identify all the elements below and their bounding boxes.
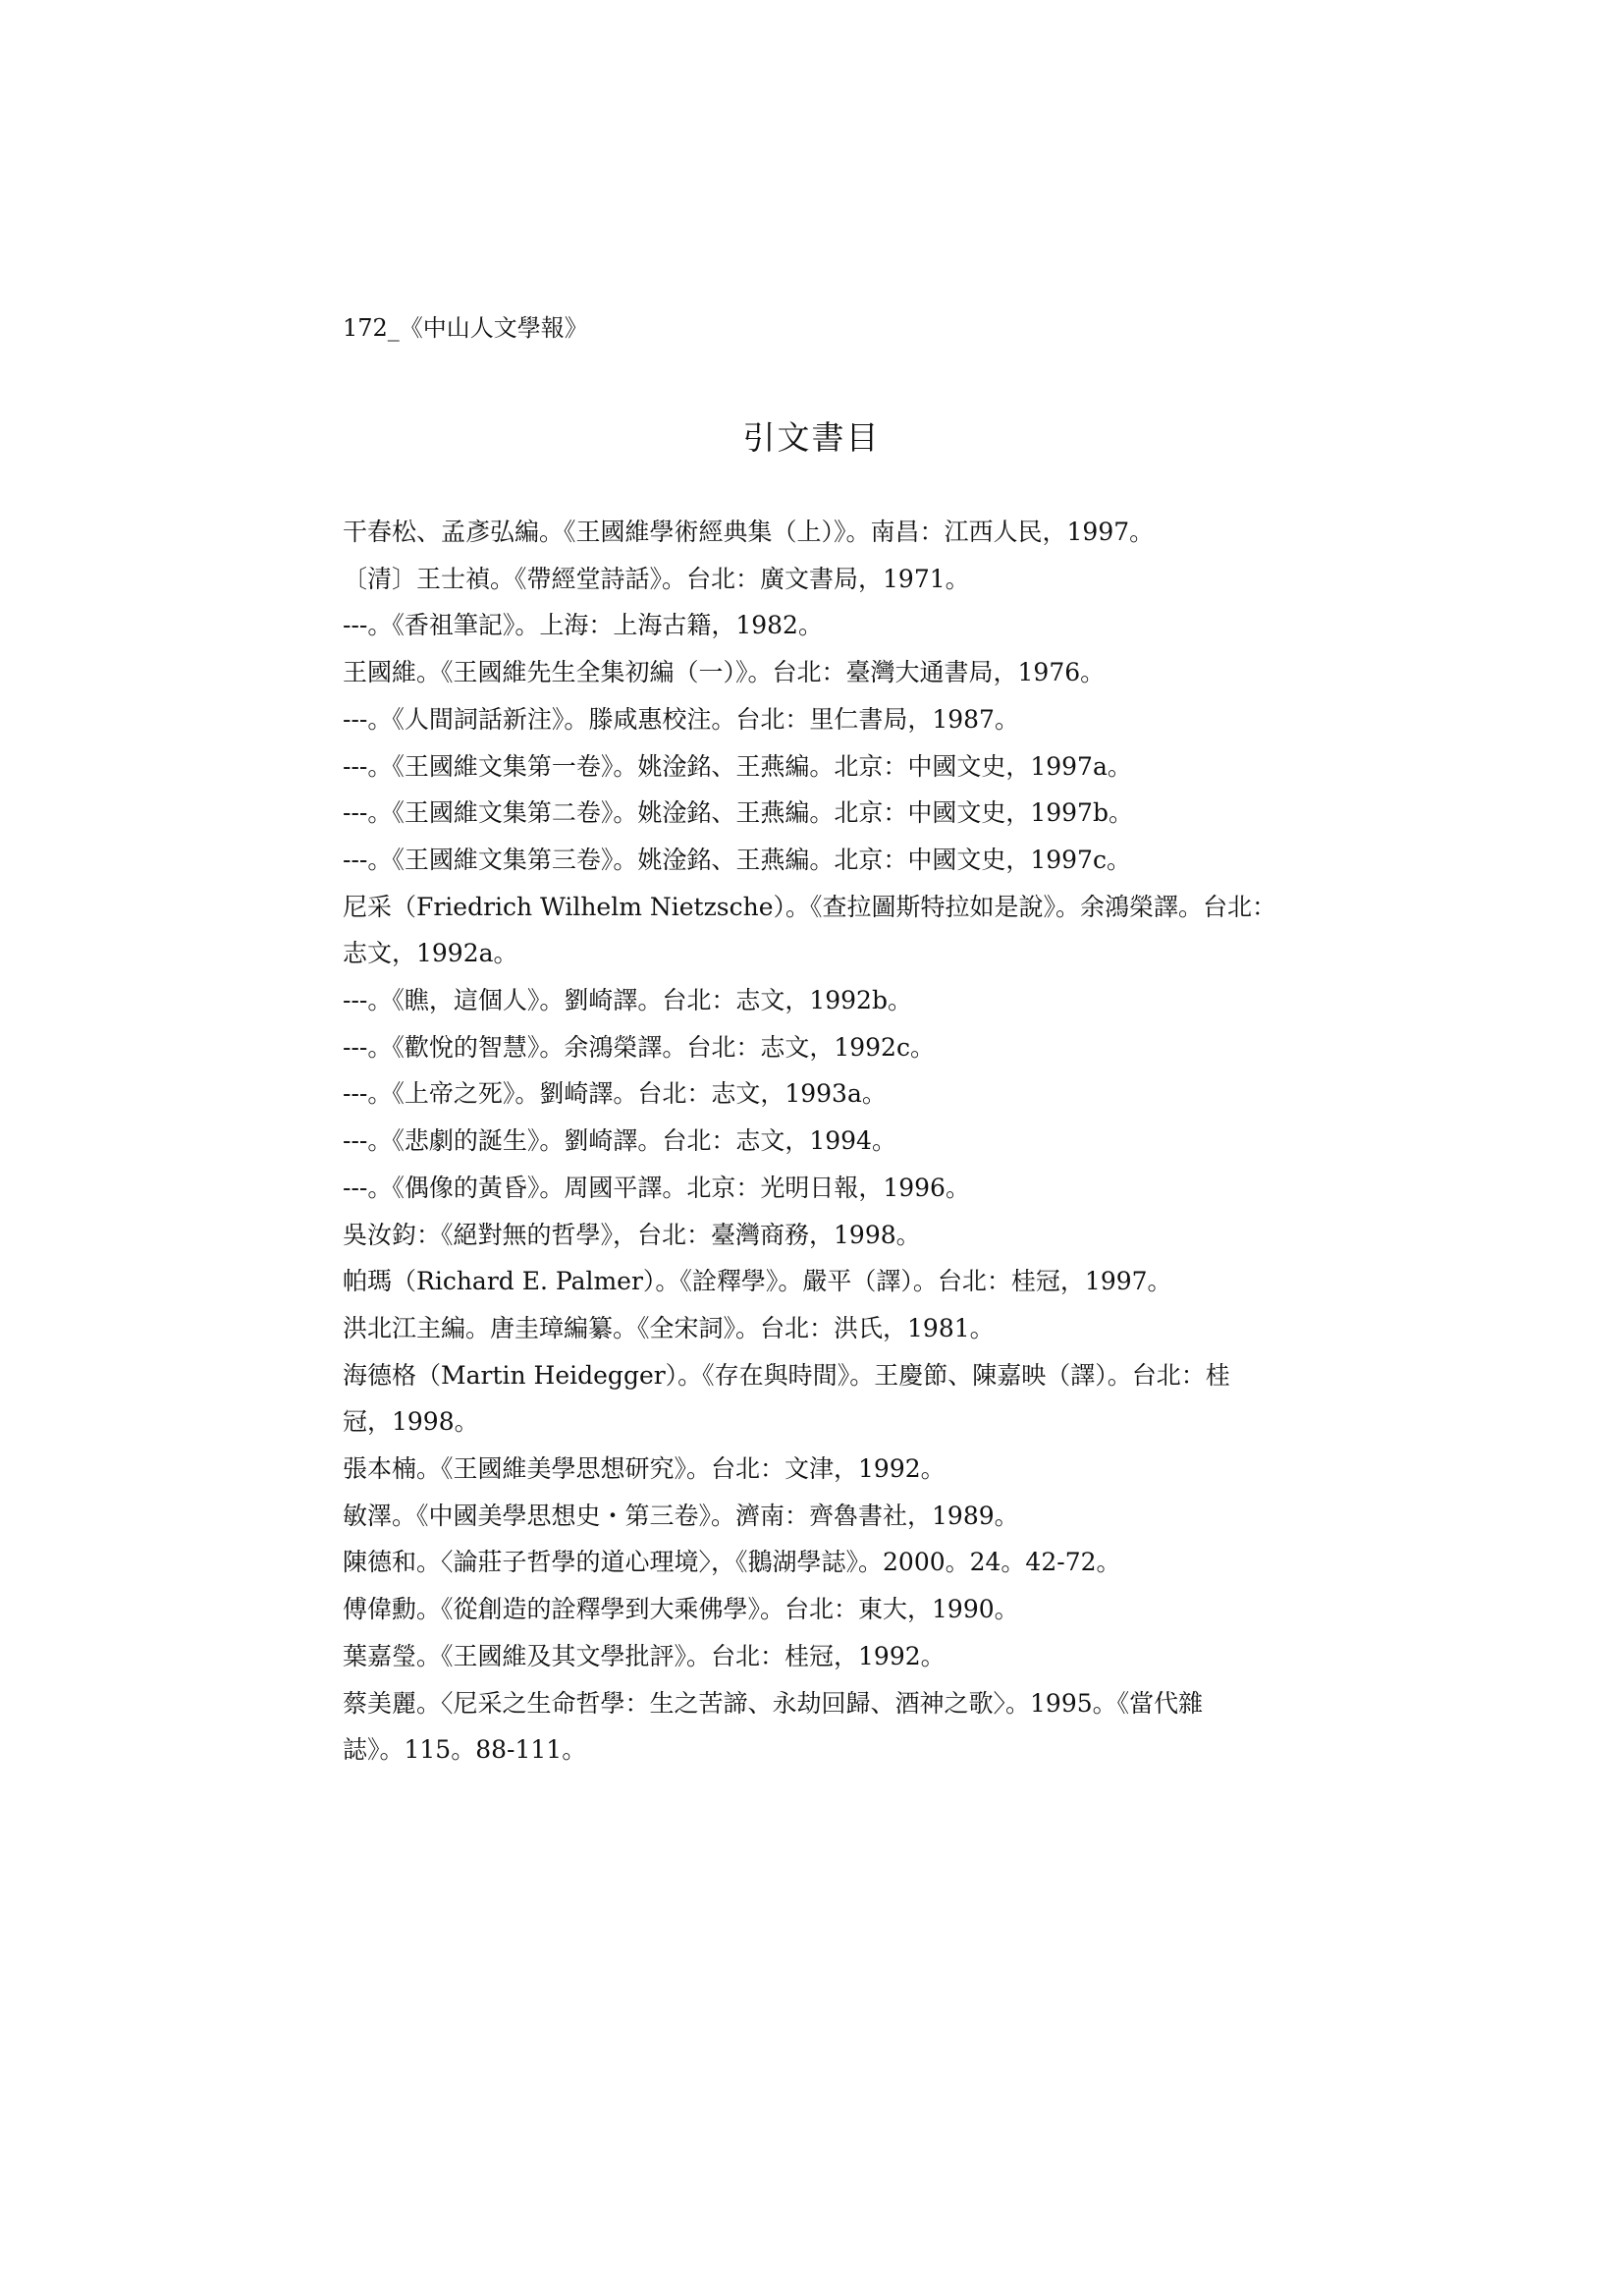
bibliography-entry [343,556,1305,603]
bibliography-entry-continuation: 志文，1992a。 [343,939,518,968]
bibliography-entry-text: 帕瑪（Richard E. Palmer）。《詮釋學》。嚴平（譯）。台北：桂冠，1997。 [343,1267,1172,1296]
bibliography-entry-text: ---。《上帝之死》。劉崎譯。台北：志文，1993a。 [343,1079,887,1109]
bibliography-entry [343,1352,1305,1446]
bibliography-entry-text: 張本楠。《王國維美學思想研究》。台北：文津，1992。 [343,1454,946,1484]
bibliography-entry [343,743,1305,791]
bibliography-entry-text: 洪北江主編。唐圭璋編纂。《全宋詞》。台北：洪氏，1981。 [343,1313,995,1342]
bibliography-entry-text: 傅偉勳。《從創造的詮釋學到大乘佛學》。台北：東大，1990。 [343,1595,1019,1624]
bibliography-entry [343,1118,1305,1165]
bibliography-entry-text: ---。《偶像的黃昏》。周國平譯。北京：光明日報，1996。 [343,1173,970,1202]
bibliography-entry-text: 吳汝鈞：《絕對無的哲學》，台北：臺灣商務，1998。 [343,1220,921,1249]
section-title: 引文書目 [742,418,881,457]
bibliography-entry [343,1633,1305,1680]
bibliography-entry [343,837,1305,884]
bibliography-entry-text: ---。《悲劇的誕生》。劉崎譯。台北：志文，1994。 [343,1126,896,1156]
bibliography-entry [343,1493,1305,1540]
bibliography-entry-text: 蔡美麗。〈尼采之生命哲學：生之苦諦、永劫回歸、酒神之歌〉。1995。《當代雜 [343,1688,1204,1718]
bibliography-entry-text: 敏澤。《中國美學思想史・第三卷》。濟南：齊魯書社，1989。 [343,1501,1019,1530]
bibliography-list [343,509,1305,1774]
bibliography-entry-text: ---。《歡悅的智慧》。余鴻榮譯。台北：志文，1992c。 [343,1032,935,1062]
bibliography-entry [343,1258,1305,1305]
bibliography-entry-text: ---。《瞧，這個人》。劉崎譯。台北：志文，1992b。 [343,986,912,1015]
bibliography-entry [343,1070,1305,1118]
bibliography-entry [343,884,1305,977]
bibliography-entry-text: 尼采（Friedrich Wilhelm Nietzsche）。《查拉圖斯特拉如是說》。余鴻榮譯。台北： [343,892,1276,921]
bibliography-entry-text: 〔清〕王士禎。《帶經堂詩話》。台北：廣文書局，1971。 [343,564,970,593]
bibliography-entry-continuation: 誌》。115。88-111。 [343,1735,587,1765]
bibliography-entry-text: ---。《王國維文集第一卷》。姚淦銘、王燕編。北京：中國文史，1997a。 [343,751,1132,781]
bibliography-entry-text: ---。《香祖筆記》。上海：上海古籍，1982。 [343,611,823,640]
bibliography-entry-text: ---。《王國維文集第三卷》。姚淦銘、王燕編。北京：中國文史，1997c。 [343,845,1131,874]
bibliography-entry-text: ---。《人間詞話新注》。滕咸惠校注。台北：里仁書局，1987。 [343,704,1019,734]
bibliography-entry [343,1586,1305,1633]
bibliography-entry [343,790,1305,837]
bibliography-entry [343,1446,1305,1493]
bibliography-entry [343,509,1305,556]
bibliography-entry [343,1212,1305,1259]
bibliography-entry-continuation: 冠，1998。 [343,1407,479,1437]
bibliography-entry [343,1305,1305,1352]
bibliography-entry [343,977,1305,1024]
bibliography-entry [343,602,1305,649]
running-header: 172_《中山人文學報》 [343,314,588,342]
bibliography-entry [343,1539,1305,1586]
bibliography-entry-text: 葉嘉瑩。《王國維及其文學批評》。台北：桂冠，1992。 [343,1641,946,1670]
bibliography-entry-text: 海德格（Martin Heidegger）。《存在與時間》。王慶節、陳嘉映（譯）。台北：桂 [343,1360,1230,1390]
bibliography-entry [343,649,1305,696]
bibliography-entry [343,1165,1305,1212]
bibliography-entry [343,1024,1305,1071]
bibliography-entry [343,1680,1305,1774]
bibliography-entry-text: 陳德和。〈論莊子哲學的道心理境〉，《鵝湖學誌》。2000。24。42-72。 [343,1548,1121,1577]
bibliography-entry-text: 王國維。《王國維先生全集初編（一）》。台北：臺灣大通書局，1976。 [343,658,1106,687]
bibliography-entry-text: ---。《王國維文集第二卷》。姚淦銘、王燕編。北京：中國文史，1997b。 [343,798,1133,828]
bibliography-entry-text: 干春松、孟彥弘編。《王國維學術經典集（上）》。南昌：江西人民，1997。 [343,518,1155,546]
bibliography-entry [343,696,1305,743]
